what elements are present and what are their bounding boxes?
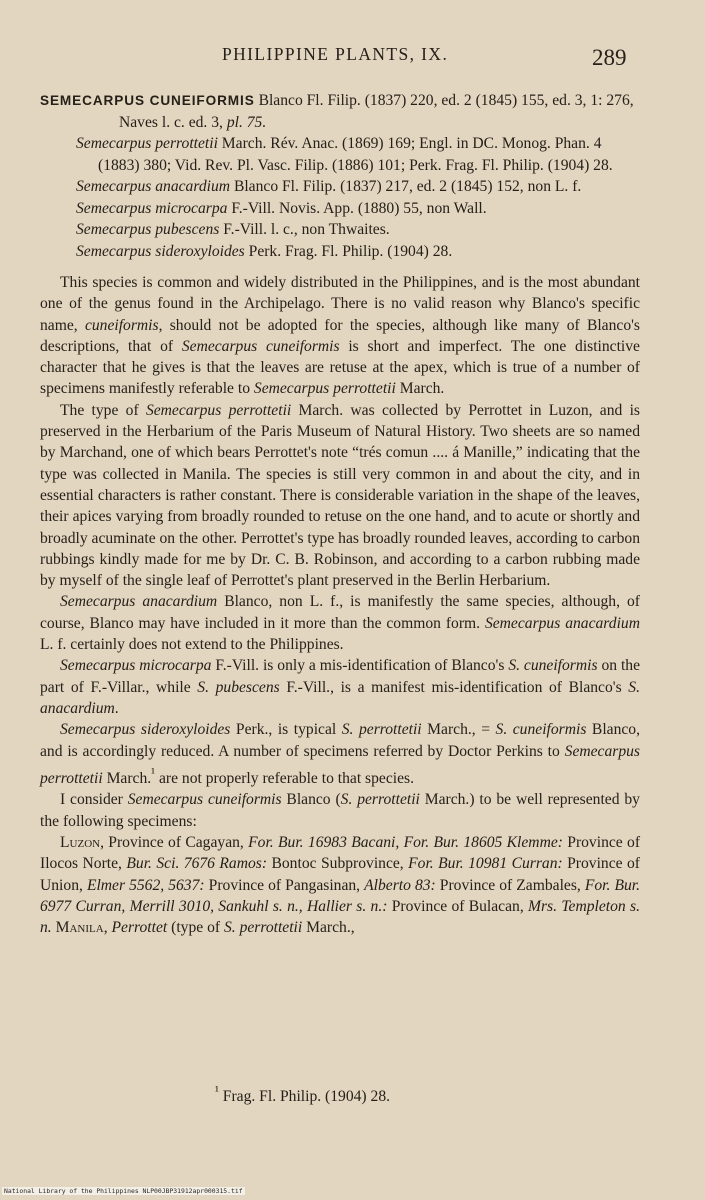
text-run: are not properly referable to that species.: [155, 770, 414, 788]
synonym-4: [40, 219, 640, 241]
text-run: Province of Pangasinan,: [204, 876, 365, 894]
synonym-citation: Perk. Frag. Fl. Philip. (1904) 28.: [244, 242, 453, 260]
text-run: Semecarpus anacardium: [60, 593, 218, 611]
text-run: Province of Bulacan,: [387, 897, 528, 915]
footnote-mark: ¹: [215, 1083, 219, 1098]
text-run: Semecarpus sideroxyloides: [60, 721, 231, 739]
specimen-citation: Bur. Sci. 7676 Ramos:: [126, 855, 268, 873]
page-body: [40, 90, 640, 938]
text-run: Semecarpus perrottetii: [253, 380, 396, 398]
specimen-citation: For. Bur. 6977 Curran, Merrill 3010, Sankuhl s. n., Hallier s. n.:: [40, 876, 641, 915]
synonym-citation: F.-Vill. Novis. App. (1880) 55, non Wall.: [227, 199, 487, 217]
specimen-citation: For. Bur. 16983 Bacani, For. Bur. 18605 Klemme:: [248, 833, 563, 851]
text-run: This species is common and widely distributed in the Philippines, and is the most abundant one of the genus found in the Archipelago. There is no valid reason why Blanco's specific name,: [40, 274, 640, 334]
text-run: is short and imperfect. The one distinctive character that he gives is that the leaves are retuse at the apex, which is true of a number of specimens manifestly referable to: [40, 337, 640, 398]
paragraph-5: [40, 719, 640, 789]
specimen-citation: Perrottet: [111, 919, 168, 937]
synonym-citation: F.-Vill. l. c., non Thwaites.: [219, 221, 390, 238]
specimen-citation: For. Bur. 10981 Curran:: [408, 855, 563, 873]
text-run: March.,: [302, 919, 355, 937]
synonym-citation: Blanco Fl. Filip. (1837) 217, ed. 2 (1845) 152, non L. f.: [230, 178, 582, 195]
region-luzon: Luzon: [60, 833, 101, 851]
text-run: , should not be adopted for the species, although like many of Blanco's descriptions, that of: [40, 316, 640, 355]
text-run: S. cuneiformis: [508, 657, 598, 675]
text-run: Semecarpus cuneiformis: [127, 791, 282, 809]
text-run: .: [114, 699, 119, 717]
text-run: ,: [103, 919, 112, 937]
synonym-name: Semecarpus sideroxyloides: [76, 242, 245, 260]
footnote-mark: ¹: [151, 764, 156, 780]
text-run: Province of Ilocos Norte,: [40, 833, 641, 873]
synonym-name: Semecarpus perrottetii: [76, 135, 218, 152]
synonym-name: Semecarpus anacardium: [76, 178, 231, 195]
paragraph-3: [40, 591, 640, 655]
text-run: Province of Zambales,: [435, 876, 585, 894]
text-run: on the part of F.-Villar., while: [40, 657, 640, 696]
text-run: March., =: [421, 721, 496, 739]
text-run: (type of: [167, 919, 224, 937]
text-run: , Province of Cagayan,: [100, 833, 249, 851]
region-manila: Manila: [55, 919, 104, 937]
text-run: I consider: [60, 791, 128, 809]
page-number: 289: [592, 45, 627, 70]
synonym-name: Semecarpus pubescens: [76, 221, 220, 238]
text-run: Semecarpus anacardium: [484, 614, 640, 632]
text-run: Semecarpus cuneiformis: [181, 337, 340, 355]
synonym-5: [40, 241, 640, 263]
synonym-1: [40, 133, 640, 176]
text-run: March.: [102, 770, 152, 788]
paragraph-1: [40, 272, 640, 400]
running-head: PHILIPPINE PLANTS, IX.: [222, 44, 449, 64]
paragraph-4: [40, 655, 640, 719]
text-run: March.) to be well represented by the following specimens:: [40, 791, 640, 830]
text-run: L. f. certainly does not extend to the Philippines.: [40, 636, 344, 654]
synonym-name: Semecarpus microcarpa: [76, 199, 228, 217]
footnote: [215, 1083, 390, 1106]
text-run: March. was collected by Perrottet in Luzon, and is preserved in the Herbarium of the Paris Museum of Natural History. Two sheets are so named by Marchand, one of which bears Perrottet's note “trés comun .... á Manille,” indicating that the type was collected in Manila. The species is still very common in and about the city, and in essential characters is rather constant. There is considerable variation in the shape of the leaves, their apices varying from broadly rounded to retuse on the one hand, and to acute or shortly and broadly acuminate on the other. Perrottet's type has broadly rounded leaves, according to carbon rubbings kindly made for me by Dr. C. B. Robinson, and according to a carbon rubbing made by myself of the single leaf of Perrottet's plant preserved in the Berlin Herbarium.: [40, 401, 640, 590]
text-run: S. perrottetii: [341, 721, 422, 739]
text-run: Bontoc Subprovince,: [267, 855, 409, 873]
specimen-list: [40, 832, 640, 938]
text-run: Perk., is typical: [230, 721, 342, 739]
text-run: cuneiformis: [84, 316, 159, 334]
text-run: Blanco, and is accordingly reduced. A number of specimens referred by Doctor Perkins to: [40, 721, 640, 760]
text-run: Semecarpus microcarpa: [60, 657, 212, 675]
species-citation: Blanco Fl. Filip. (1837) 220, ed. 2 (1845) 155, ed. 3, 1: 276, Naves l. c. ed. 3,: [119, 92, 634, 131]
paragraph-6: [40, 789, 640, 832]
specimen-citation: S. perrottetii: [223, 919, 303, 937]
synonym-2: [40, 176, 640, 198]
species-heading: [40, 90, 640, 133]
paragraph-2: [40, 400, 640, 592]
text-run: Semecarpus perrottetii: [40, 742, 640, 788]
text-run: Blanco, non L. f., is manifestly the same species, although, of course, Blanco may have included in it more than the common form.: [40, 593, 640, 632]
synonym-citation: March. Rév. Anac. (1869) 169; Engl. in DC. Monog. Phan. 4 (1883) 380; Vid. Rev. Pl. Vasc. Filip. (1886) 101; Perk. Frag. Fl. Philip. (1904) 28.: [98, 135, 613, 174]
text-run: S. pubescens: [197, 678, 280, 696]
specimen-citation: Mrs. Templeton s. n.: [40, 897, 640, 937]
text-run: The type of: [60, 401, 146, 419]
synonym-3: [40, 198, 640, 220]
text-run: Province of Union,: [40, 855, 640, 894]
library-stamp: National Library of the Philippines NLP00JBP31912apr000315.tif: [4, 1187, 243, 1195]
text-run: S. cuneiformis: [495, 721, 587, 739]
species-plate: pl. 75.: [226, 113, 267, 131]
text-run: March.: [395, 380, 445, 398]
specimen-citation: Alberto 83:: [364, 876, 436, 894]
text-run: F.-Vill., is a manifest mis-identification of Blanco's: [279, 678, 629, 696]
species-name: SEMECARPUS CUNEIFORMIS: [40, 93, 255, 108]
text-run: S. anacardium: [40, 678, 640, 717]
text-run: S. perrottetii: [340, 791, 420, 809]
footnote-text: Frag. Fl. Philip. (1904) 28.: [218, 1088, 391, 1106]
text-run: F.-Vill. is only a mis-identification of Blanco's: [211, 657, 509, 675]
text-run: Semecarpus perrottetii: [145, 401, 292, 419]
specimen-citation: Elmer 5562, 5637:: [86, 876, 205, 894]
text-run: Blanco (: [281, 791, 341, 809]
page-header: [0, 41, 705, 75]
